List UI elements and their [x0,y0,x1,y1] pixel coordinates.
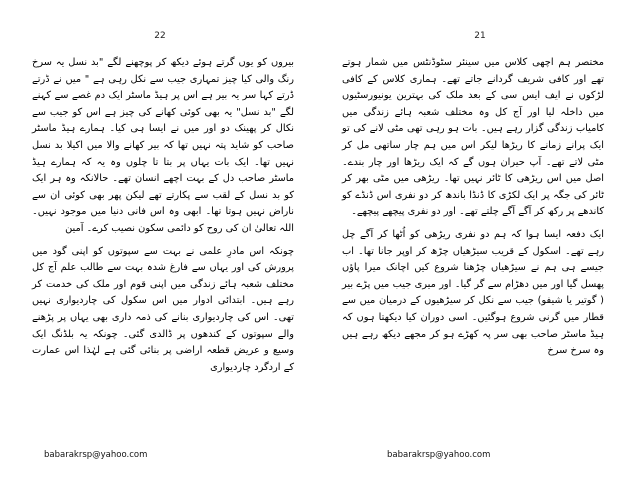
paragraph: چونکہ اس مادرِ علمی نے بہت سے سپوتوں کو اپنی گود میں پرورش کی اور یہاں سے فارغ شدہ بہت سے طالب علم آج کل مختلف شعبہ ہائے زندگی میں اپنی قوم اور ملک کی خدمت کر رہے ہیں۔ ابتدائی ادوار میں اس سکول کی چاردیواری نہیں تھی۔ اس کی چاردیواری بنانے کی ذمہ داری بھی یہاں پر پڑھنے والے سپوتوں کے کندھوں پر ڈالدی گئی۔ چونکہ یہ بلڈنگ ایک وسیع و عریض قطعہ اراضی پر بنائی گئی ہے لہٰذا اس عمارت کے اردگرد چاردیواری [32,245,294,373]
page-body [32,55,294,376]
right-page [320,0,640,495]
paragraph: مختصر ہم اچھی کلاس میں سینئر سٹوڈنٹس میں شمار ہوتے تھے اور کافی شریف گردانے جاتے تھے۔ ہماری کلاس کے کافی لڑکوں نے ایف ایس سی کے بعد ملک کی بہترین یونیورسٹیوں میں داخلہ لیا اور آج کل وہ مختلف شعبہ ہائے زندگی میں کامیاب زندگی گزار رہے ہیں۔ بات ہو رہی تھی مٹی لانے کی تو ایک پرانے زمانے کا ریڑھا لیکر اس میں ہم چار ساتھی مل کر مٹی لاتے تھے۔ آپ حیران ہوں گے کہ ایک ریڑھا اور چار بندے۔ اصل میں اس ریڑھی کا ٹائر نہیں تھا۔ ریڑھی میں مٹی بھر کر ٹائر کی جگہ پر ایک لکڑی کا ڈنڈا باندھ کر دو نفری اس ڈنڈے کو کاندھے پر رکھ کر آگے آگے چلتے تھے۔ اور دو نفری پیچھے پیچھے۔ [342,57,604,218]
footer-email: babarakrsp@yahoo.com [44,450,148,460]
page-number: 22 [154,31,166,41]
paragraph: بیروں کو یوں گرتے ہوئے دیکھ کر پوچھنے لگے "بد نسل یہ سرخ رنگ والی کیا چیز تمہاری جیب سے نکل رہی ہے " میں نے ڈرتے ڈرتے کہا سر یہ بیر ہے اس پر ہیڈ ماسٹر ایک دم غصے سے کہنے لگے "بد نسل" یہ بھی کوئی کھانے کی چیز ہے اس کو جیب سے نکال کر پھینک دو اور میں نے ایسا ہی کیا۔ ہمارے ہیڈ ماسٹر صاحب کو شاید پتہ نہیں تھا کہ بیر کھانے والا میں اکیلا بد نسل نہیں تھا۔ ایک بات یہاں پر بتا تا چلوں وہ یہ کہ ہمارے ہیڈ ماسٹر صاحب دل کے بہت اچھے انسان تھے۔ حالانکہ وہ ہر ایک کو بد نسل کے لقب سے پکارتے تھے لیکن پھر بھی کوئی ان سے ناراض نہیں ہوتا تھا۔ ابھی وہ اس فانی دنیا میں موجود نہیں۔ اللہ تعالیٰ ان کی روح کو دائمی سکون نصیب کرے۔ آمین [32,57,294,234]
footer-email: babarakrsp@yahoo.com [387,450,491,460]
page-number: 21 [474,31,486,41]
page-body [342,55,604,360]
paragraph: ایک دفعہ ایسا ہوا کہ ہم دو نفری ریڑھی کو اُٹھا کر آگے چل رہے تھے۔ اسکول کے قریب سیڑھیاں چڑھ کر اوپر جانا تھا۔ اب جیسے ہی ہم نے سیڑھیاں چڑھنا شروع کیں اچانک میرا پاؤں پھسل گیا اور میں دھڑام سے گر گیا۔ اور میری جیب میں پڑے بیر ( گوتیر یا شیفو) جیب سے نکل کر سیڑھیوں کے درمیان میں سے قطار میں گرنی شروع ہوگئیں۔ اسی دوران کیا دیکھتا ہوں کہ ہیڈ ماسٹر صاحب بھی سر پہ کھڑے ہو کر مجھے دیکھ رہے ہیں وہ سرخ سرخ [342,228,604,357]
